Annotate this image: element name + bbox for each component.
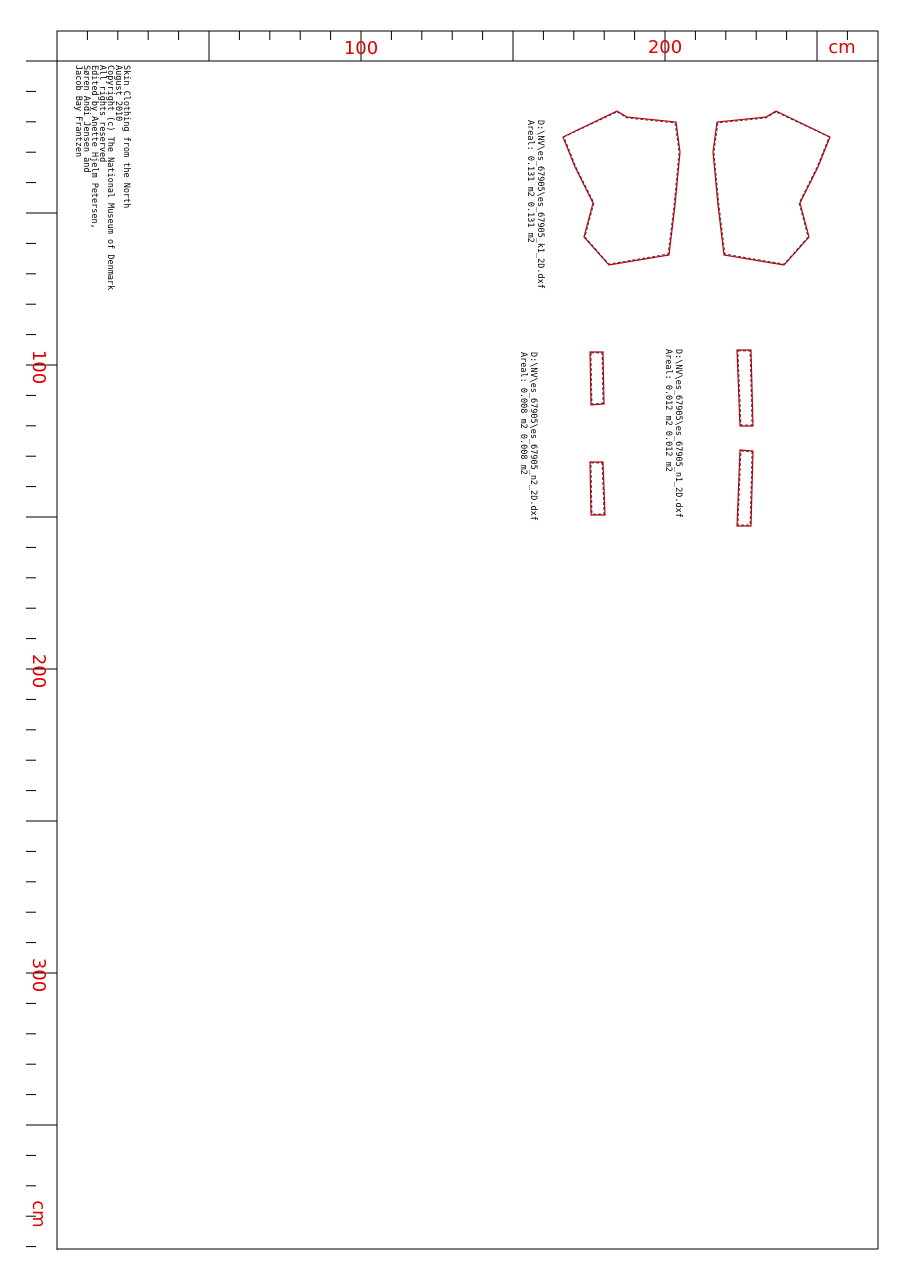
credits-line-3: Copyright (c) The National Museum of Denmark [105, 65, 115, 291]
left-ruler-label-300: 300 [28, 957, 49, 993]
pattern-file-label: D:\NV\es_67905\es_67905_k1_2D.dxf [535, 120, 545, 289]
pattern-piece-right [713, 111, 830, 265]
pattern-group-n1 [663, 349, 753, 526]
pattern-piece-n2-top [590, 352, 604, 405]
pattern-file-label: D:\NV\es_67905\es_67905_n1_2D.dxf [673, 349, 683, 518]
pattern-piece-n1-bottom [737, 450, 753, 526]
credits-line-5: Edited by Anette Hjelm Petersen, [89, 65, 99, 229]
left-ruler-label-200: 200 [28, 653, 49, 689]
pattern-piece-n1-top [737, 350, 753, 426]
credits-line-2: August 2010 [113, 65, 123, 122]
pattern-area-label: Areal: 0.131 m2 0.131 m2 [525, 120, 535, 243]
top-ruler-unit: cm [828, 37, 856, 58]
credits-block [73, 65, 131, 290]
top-ruler [57, 31, 878, 61]
pattern-file-label: D:\NV\es_67905\es_67905_n2_2D.dxf [528, 352, 538, 521]
left-ruler-label-100: 100 [28, 349, 49, 385]
credits-line-7: Jacob Bay Frantzen [73, 65, 83, 158]
left-ruler-unit: cm [28, 1200, 49, 1228]
pattern-group-k1 [525, 111, 830, 289]
pattern-area-label: Areal: 0.008 m2 0.008 m2 [518, 352, 528, 475]
top-ruler-label-200: 200 [647, 37, 683, 58]
drawing-frame [57, 61, 878, 1249]
pattern-area-label: Areal: 0.012 m2 0.012 m2 [663, 349, 673, 472]
pattern-piece-n2-bottom [590, 462, 605, 515]
pattern-piece-left [563, 111, 680, 265]
credits-line-6: Søren Andi Jensen and [81, 65, 91, 173]
credits-line-4: All rights reserved [97, 65, 107, 163]
pattern-group-n2 [518, 352, 605, 521]
credits-line-1: Skin Clothing from the North [121, 65, 131, 209]
left-ruler [26, 61, 57, 1250]
top-ruler-label-100: 100 [343, 38, 379, 59]
